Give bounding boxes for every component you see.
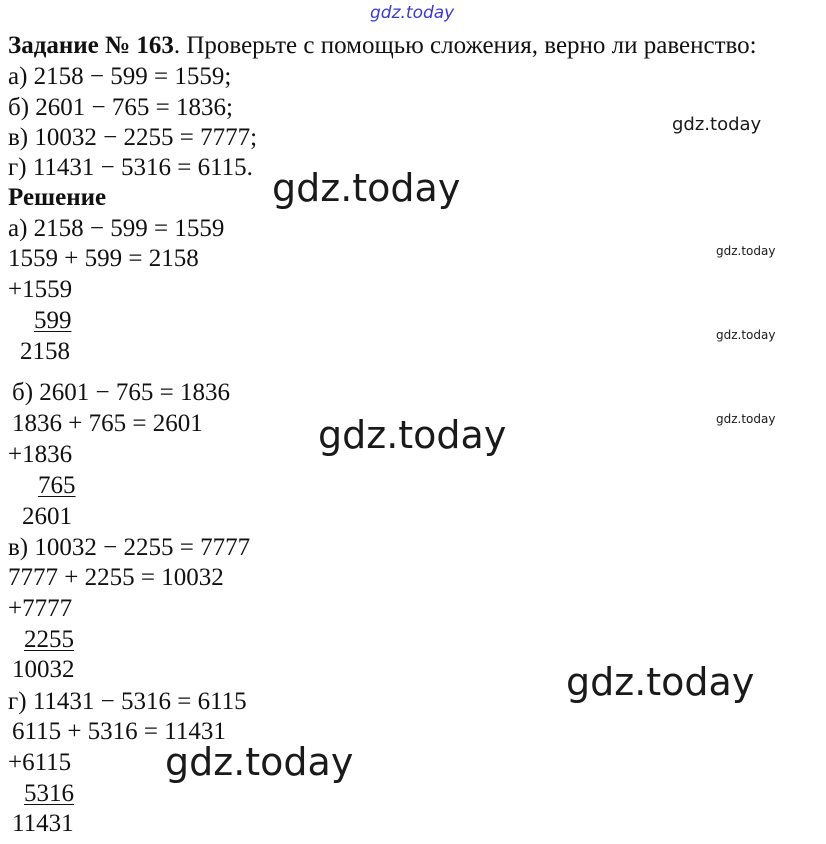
solution-a-column-result: 2158 bbox=[20, 338, 70, 365]
solution-a-column-addend: 599 bbox=[34, 307, 72, 334]
header-watermark: gdz.today bbox=[370, 3, 455, 23]
solution-g-column-addend: 5316 bbox=[24, 780, 74, 807]
solution-v-column-addend: 2255 bbox=[24, 626, 74, 653]
solution-g-column-top: +6115 bbox=[8, 749, 72, 776]
task-number: Задание № 163 bbox=[8, 32, 174, 59]
solution-v-column-result: 10032 bbox=[12, 656, 75, 683]
solution-heading: Решение bbox=[8, 184, 107, 211]
watermark: gdz.today bbox=[716, 244, 776, 258]
watermark: gdz.today bbox=[566, 660, 755, 704]
solution-a-check: 1559 + 599 = 2158 bbox=[8, 245, 199, 272]
task-item-v: в) 10032 − 2255 = 7777; bbox=[8, 124, 258, 151]
solution-v-column-top: +7777 bbox=[8, 595, 73, 622]
watermark: gdz.today bbox=[716, 328, 776, 342]
watermark: gdz.today bbox=[272, 166, 461, 210]
solution-v-equation: в) 10032 − 2255 = 7777 bbox=[8, 534, 251, 561]
solution-a-column-top: +1559 bbox=[8, 276, 73, 303]
solution-v-check: 7777 + 2255 = 10032 bbox=[8, 564, 224, 591]
watermark: gdz.today bbox=[318, 413, 507, 457]
solution-b-column-top: +1836 bbox=[8, 441, 73, 468]
watermark: gdz.today bbox=[672, 114, 762, 135]
solution-g-check: 6115 + 5316 = 11431 bbox=[12, 718, 226, 745]
task-item-a: а) 2158 − 599 = 1559; bbox=[8, 63, 232, 90]
task-item-g: г) 11431 − 5316 = 6115. bbox=[8, 154, 253, 181]
solution-a-equation: а) 2158 − 599 = 1559 bbox=[8, 215, 225, 242]
task-item-b: б) 2601 − 765 = 1836; bbox=[8, 94, 233, 121]
watermark: gdz.today bbox=[165, 740, 354, 784]
solution-g-equation: г) 11431 − 5316 = 6115 bbox=[8, 688, 247, 715]
solution-b-check: 1836 + 765 = 2601 bbox=[12, 410, 203, 437]
solution-b-column-addend: 765 bbox=[38, 472, 76, 499]
task-text: . Проверьте с помощью сложения, верно ли равенство: bbox=[173, 32, 757, 59]
solution-g-column-result: 11431 bbox=[12, 810, 74, 837]
task-title bbox=[8, 32, 757, 60]
solution-b-column-result: 2601 bbox=[22, 503, 72, 530]
watermark: gdz.today bbox=[716, 412, 776, 426]
solution-b-equation: б) 2601 − 765 = 1836 bbox=[12, 379, 230, 406]
